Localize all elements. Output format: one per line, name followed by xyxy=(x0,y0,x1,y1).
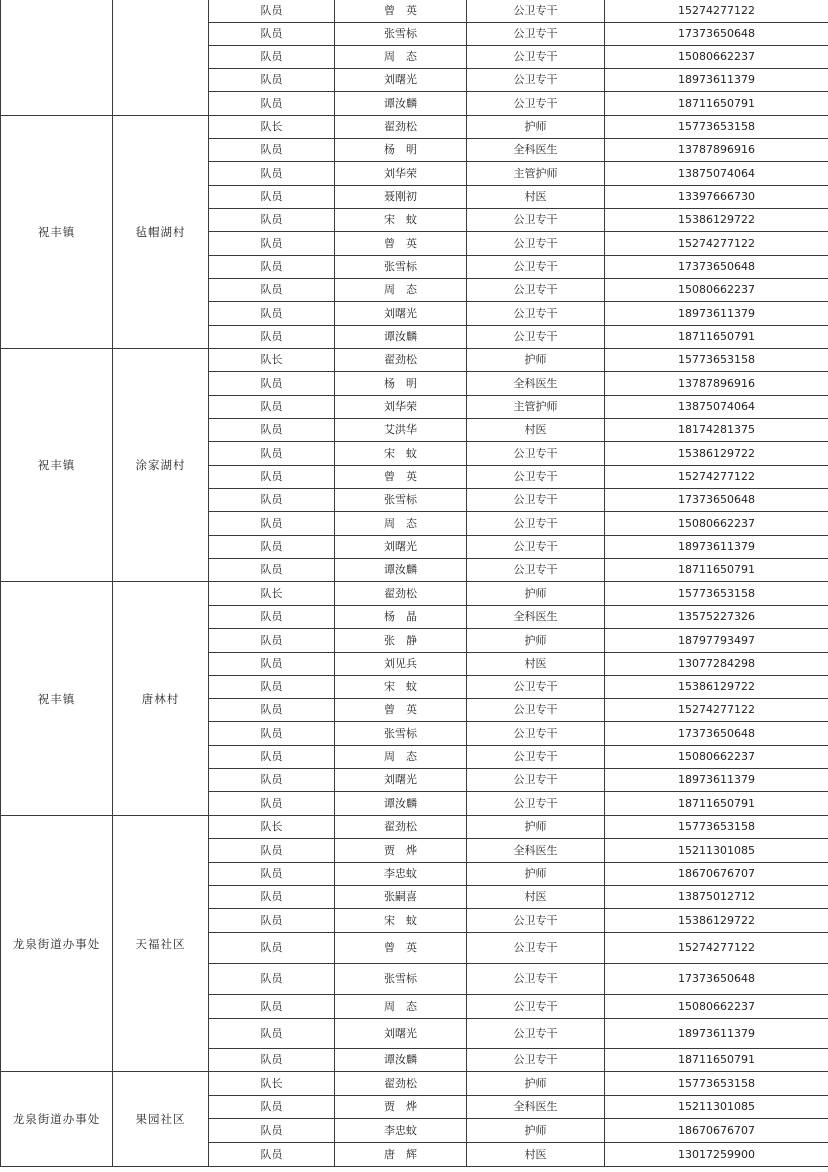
role-cell: 队员 xyxy=(209,209,335,232)
job-title-cell: 公卫专干 xyxy=(467,256,605,279)
table-row xyxy=(1,349,828,372)
phone-cell: 18973611379 xyxy=(605,69,828,92)
phone-cell: 15080662237 xyxy=(605,995,828,1019)
role-cell: 队员 xyxy=(209,512,335,536)
phone-cell: 13017259900 xyxy=(605,1143,828,1167)
village-cell: 唐林村 xyxy=(113,582,209,816)
phone-cell: 18711650791 xyxy=(605,559,828,582)
role-cell: 队长 xyxy=(209,816,335,839)
phone-cell: 18670676707 xyxy=(605,1119,828,1143)
role-cell: 队员 xyxy=(209,559,335,582)
name-cell: 翟劲松 xyxy=(335,816,467,839)
phone-cell: 17373650648 xyxy=(605,489,828,512)
name-cell: 艾洪华 xyxy=(335,419,467,442)
job-title-cell: 公卫专干 xyxy=(467,209,605,232)
name-cell: 唐 辉 xyxy=(335,1143,467,1167)
table-row xyxy=(1,816,828,839)
village-cell xyxy=(113,0,209,116)
role-cell: 队员 xyxy=(209,629,335,653)
phone-cell: 18670676707 xyxy=(605,863,828,886)
role-cell: 队员 xyxy=(209,699,335,722)
phone-cell: 18973611379 xyxy=(605,536,828,559)
phone-cell: 15274277122 xyxy=(605,466,828,489)
role-cell: 队长 xyxy=(209,1072,335,1096)
job-title-cell: 全科医生 xyxy=(467,1096,605,1119)
job-title-cell: 公卫专干 xyxy=(467,676,605,699)
phone-cell: 15773653158 xyxy=(605,816,828,839)
job-title-cell: 公卫专干 xyxy=(467,722,605,746)
job-title-cell: 主管护师 xyxy=(467,162,605,186)
phone-cell: 15211301085 xyxy=(605,839,828,863)
role-cell: 队员 xyxy=(209,0,335,23)
job-title-cell: 公卫专干 xyxy=(467,466,605,489)
job-title-cell: 公卫专干 xyxy=(467,559,605,582)
job-title-cell: 公卫专干 xyxy=(467,769,605,792)
table-row xyxy=(1,0,828,23)
role-cell: 队员 xyxy=(209,653,335,676)
name-cell: 翟劲松 xyxy=(335,349,467,372)
job-title-cell: 全科医生 xyxy=(467,839,605,863)
name-cell: 张雪标 xyxy=(335,722,467,746)
phone-cell: 15773653158 xyxy=(605,116,828,139)
phone-cell: 15773653158 xyxy=(605,1072,828,1096)
name-cell: 张雪标 xyxy=(335,489,467,512)
job-title-cell: 护师 xyxy=(467,116,605,139)
role-cell: 队员 xyxy=(209,1049,335,1072)
name-cell: 曾 英 xyxy=(335,232,467,256)
town-cell: 祝丰镇 xyxy=(1,349,113,582)
phone-cell: 18973611379 xyxy=(605,1019,828,1049)
role-cell: 队员 xyxy=(209,279,335,302)
role-cell: 队员 xyxy=(209,69,335,92)
phone-cell: 18973611379 xyxy=(605,769,828,792)
name-cell: 杨 明 xyxy=(335,372,467,396)
role-cell: 队员 xyxy=(209,1096,335,1119)
name-cell: 李忠蚊 xyxy=(335,863,467,886)
phone-cell: 15386129722 xyxy=(605,676,828,699)
job-title-cell: 公卫专干 xyxy=(467,302,605,326)
job-title-cell: 公卫专干 xyxy=(467,1049,605,1072)
name-cell: 刘曙光 xyxy=(335,69,467,92)
town-cell xyxy=(1,0,113,116)
phone-cell: 17373650648 xyxy=(605,722,828,746)
phone-cell: 15386129722 xyxy=(605,909,828,933)
phone-cell: 15773653158 xyxy=(605,582,828,606)
name-cell: 谭汝麟 xyxy=(335,792,467,816)
name-cell: 曾 英 xyxy=(335,466,467,489)
name-cell: 刘曙光 xyxy=(335,1019,467,1049)
phone-cell: 15274277122 xyxy=(605,232,828,256)
name-cell: 李忠蚊 xyxy=(335,1119,467,1143)
roster-body xyxy=(1,0,828,1167)
job-title-cell: 护师 xyxy=(467,349,605,372)
role-cell: 队员 xyxy=(209,46,335,69)
phone-cell: 15080662237 xyxy=(605,746,828,769)
table-row xyxy=(1,1072,828,1096)
name-cell: 曾 英 xyxy=(335,0,467,23)
role-cell: 队员 xyxy=(209,489,335,512)
name-cell: 杨 晶 xyxy=(335,606,467,629)
village-cell: 毡帽湖村 xyxy=(113,116,209,349)
phone-cell: 18711650791 xyxy=(605,792,828,816)
job-title-cell: 护师 xyxy=(467,1119,605,1143)
phone-cell: 18711650791 xyxy=(605,326,828,349)
name-cell: 宋 蚊 xyxy=(335,209,467,232)
table-row xyxy=(1,116,828,139)
job-title-cell: 村医 xyxy=(467,1143,605,1167)
job-title-cell: 全科医生 xyxy=(467,372,605,396)
role-cell: 队员 xyxy=(209,606,335,629)
name-cell: 曾 英 xyxy=(335,699,467,722)
name-cell: 翟劲松 xyxy=(335,1072,467,1096)
name-cell: 刘曙光 xyxy=(335,302,467,326)
job-title-cell: 全科医生 xyxy=(467,606,605,629)
role-cell: 队员 xyxy=(209,995,335,1019)
name-cell: 刘华荣 xyxy=(335,396,467,419)
job-title-cell: 公卫专干 xyxy=(467,326,605,349)
job-title-cell: 村医 xyxy=(467,886,605,909)
phone-cell: 13077284298 xyxy=(605,653,828,676)
role-cell: 队员 xyxy=(209,964,335,995)
role-cell: 队员 xyxy=(209,722,335,746)
name-cell: 杨 明 xyxy=(335,139,467,162)
job-title-cell: 公卫专干 xyxy=(467,964,605,995)
name-cell: 刘见兵 xyxy=(335,653,467,676)
job-title-cell: 护师 xyxy=(467,1072,605,1096)
phone-cell: 18711650791 xyxy=(605,1049,828,1072)
role-cell: 队员 xyxy=(209,792,335,816)
phone-cell: 15080662237 xyxy=(605,46,828,69)
job-title-cell: 公卫专干 xyxy=(467,792,605,816)
name-cell: 宋 蚊 xyxy=(335,909,467,933)
name-cell: 刘华荣 xyxy=(335,162,467,186)
job-title-cell: 护师 xyxy=(467,816,605,839)
job-title-cell: 全科医生 xyxy=(467,139,605,162)
role-cell: 队员 xyxy=(209,769,335,792)
job-title-cell: 公卫专干 xyxy=(467,512,605,536)
name-cell: 贾 烨 xyxy=(335,839,467,863)
job-title-cell: 公卫专干 xyxy=(467,933,605,964)
phone-cell: 18174281375 xyxy=(605,419,828,442)
name-cell: 刘曙光 xyxy=(335,536,467,559)
name-cell: 曾 英 xyxy=(335,933,467,964)
phone-cell: 13787896916 xyxy=(605,139,828,162)
name-cell: 宋 蚊 xyxy=(335,676,467,699)
job-title-cell: 村医 xyxy=(467,653,605,676)
town-cell: 龙泉街道办事处 xyxy=(1,816,113,1072)
phone-cell: 15274277122 xyxy=(605,933,828,964)
name-cell: 张雪标 xyxy=(335,964,467,995)
job-title-cell: 村医 xyxy=(467,419,605,442)
job-title-cell: 公卫专干 xyxy=(467,69,605,92)
job-title-cell: 公卫专干 xyxy=(467,232,605,256)
phone-cell: 13397666730 xyxy=(605,186,828,209)
role-cell: 队员 xyxy=(209,536,335,559)
role-cell: 队员 xyxy=(209,372,335,396)
name-cell: 谭汝麟 xyxy=(335,559,467,582)
name-cell: 周 态 xyxy=(335,512,467,536)
phone-cell: 15274277122 xyxy=(605,0,828,23)
job-title-cell: 公卫专干 xyxy=(467,46,605,69)
role-cell: 队员 xyxy=(209,863,335,886)
role-cell: 队员 xyxy=(209,326,335,349)
job-title-cell: 公卫专干 xyxy=(467,442,605,466)
name-cell: 张雪标 xyxy=(335,23,467,46)
job-title-cell: 公卫专干 xyxy=(467,279,605,302)
job-title-cell: 公卫专干 xyxy=(467,699,605,722)
table-row xyxy=(1,582,828,606)
name-cell: 谭汝麟 xyxy=(335,92,467,116)
role-cell: 队员 xyxy=(209,396,335,419)
job-title-cell: 公卫专干 xyxy=(467,0,605,23)
job-title-cell: 公卫专干 xyxy=(467,909,605,933)
role-cell: 队员 xyxy=(209,139,335,162)
role-cell: 队长 xyxy=(209,582,335,606)
phone-cell: 15080662237 xyxy=(605,279,828,302)
job-title-cell: 村医 xyxy=(467,186,605,209)
name-cell: 张雪标 xyxy=(335,256,467,279)
name-cell: 张 静 xyxy=(335,629,467,653)
role-cell: 队员 xyxy=(209,1143,335,1167)
role-cell: 队员 xyxy=(209,746,335,769)
phone-cell: 13875012712 xyxy=(605,886,828,909)
name-cell: 谭汝麟 xyxy=(335,326,467,349)
phone-cell: 17373650648 xyxy=(605,964,828,995)
phone-cell: 18973611379 xyxy=(605,302,828,326)
phone-cell: 15211301085 xyxy=(605,1096,828,1119)
role-cell: 队员 xyxy=(209,1019,335,1049)
job-title-cell: 护师 xyxy=(467,863,605,886)
role-cell: 队员 xyxy=(209,419,335,442)
role-cell: 队员 xyxy=(209,466,335,489)
town-cell: 祝丰镇 xyxy=(1,582,113,816)
town-cell: 祝丰镇 xyxy=(1,116,113,349)
phone-cell: 18797793497 xyxy=(605,629,828,653)
role-cell: 队员 xyxy=(209,886,335,909)
name-cell: 周 态 xyxy=(335,46,467,69)
phone-cell: 15080662237 xyxy=(605,512,828,536)
town-cell: 龙泉街道办事处 xyxy=(1,1072,113,1167)
job-title-cell: 公卫专干 xyxy=(467,489,605,512)
name-cell: 翟劲松 xyxy=(335,116,467,139)
role-cell: 队员 xyxy=(209,92,335,116)
job-title-cell: 公卫专干 xyxy=(467,995,605,1019)
role-cell: 队员 xyxy=(209,186,335,209)
role-cell: 队员 xyxy=(209,23,335,46)
name-cell: 张嗣喜 xyxy=(335,886,467,909)
role-cell: 队员 xyxy=(209,909,335,933)
phone-cell: 13875074064 xyxy=(605,162,828,186)
phone-cell: 15386129722 xyxy=(605,209,828,232)
job-title-cell: 护师 xyxy=(467,582,605,606)
name-cell: 聂刚初 xyxy=(335,186,467,209)
name-cell: 谭汝麟 xyxy=(335,1049,467,1072)
job-title-cell: 公卫专干 xyxy=(467,92,605,116)
phone-cell: 13575227326 xyxy=(605,606,828,629)
job-title-cell: 公卫专干 xyxy=(467,536,605,559)
role-cell: 队员 xyxy=(209,442,335,466)
name-cell: 周 态 xyxy=(335,279,467,302)
village-cell: 天福社区 xyxy=(113,816,209,1072)
role-cell: 队员 xyxy=(209,162,335,186)
role-cell: 队员 xyxy=(209,232,335,256)
role-cell: 队员 xyxy=(209,256,335,279)
job-title-cell: 公卫专干 xyxy=(467,23,605,46)
phone-cell: 18711650791 xyxy=(605,92,828,116)
name-cell: 宋 蚊 xyxy=(335,442,467,466)
role-cell: 队员 xyxy=(209,1119,335,1143)
name-cell: 周 态 xyxy=(335,746,467,769)
job-title-cell: 主管护师 xyxy=(467,396,605,419)
role-cell: 队长 xyxy=(209,116,335,139)
name-cell: 周 态 xyxy=(335,995,467,1019)
job-title-cell: 护师 xyxy=(467,629,605,653)
job-title-cell: 公卫专干 xyxy=(467,1019,605,1049)
phone-cell: 13875074064 xyxy=(605,396,828,419)
phone-cell: 15274277122 xyxy=(605,699,828,722)
job-title-cell: 公卫专干 xyxy=(467,746,605,769)
phone-cell: 17373650648 xyxy=(605,23,828,46)
name-cell: 刘曙光 xyxy=(335,769,467,792)
role-cell: 队员 xyxy=(209,302,335,326)
phone-cell: 15386129722 xyxy=(605,442,828,466)
village-cell: 果园社区 xyxy=(113,1072,209,1167)
role-cell: 队长 xyxy=(209,349,335,372)
name-cell: 翟劲松 xyxy=(335,582,467,606)
role-cell: 队员 xyxy=(209,676,335,699)
role-cell: 队员 xyxy=(209,933,335,964)
phone-cell: 13787896916 xyxy=(605,372,828,396)
role-cell: 队员 xyxy=(209,839,335,863)
village-cell: 涂家湖村 xyxy=(113,349,209,582)
name-cell: 贾 烨 xyxy=(335,1096,467,1119)
phone-cell: 17373650648 xyxy=(605,256,828,279)
phone-cell: 15773653158 xyxy=(605,349,828,372)
